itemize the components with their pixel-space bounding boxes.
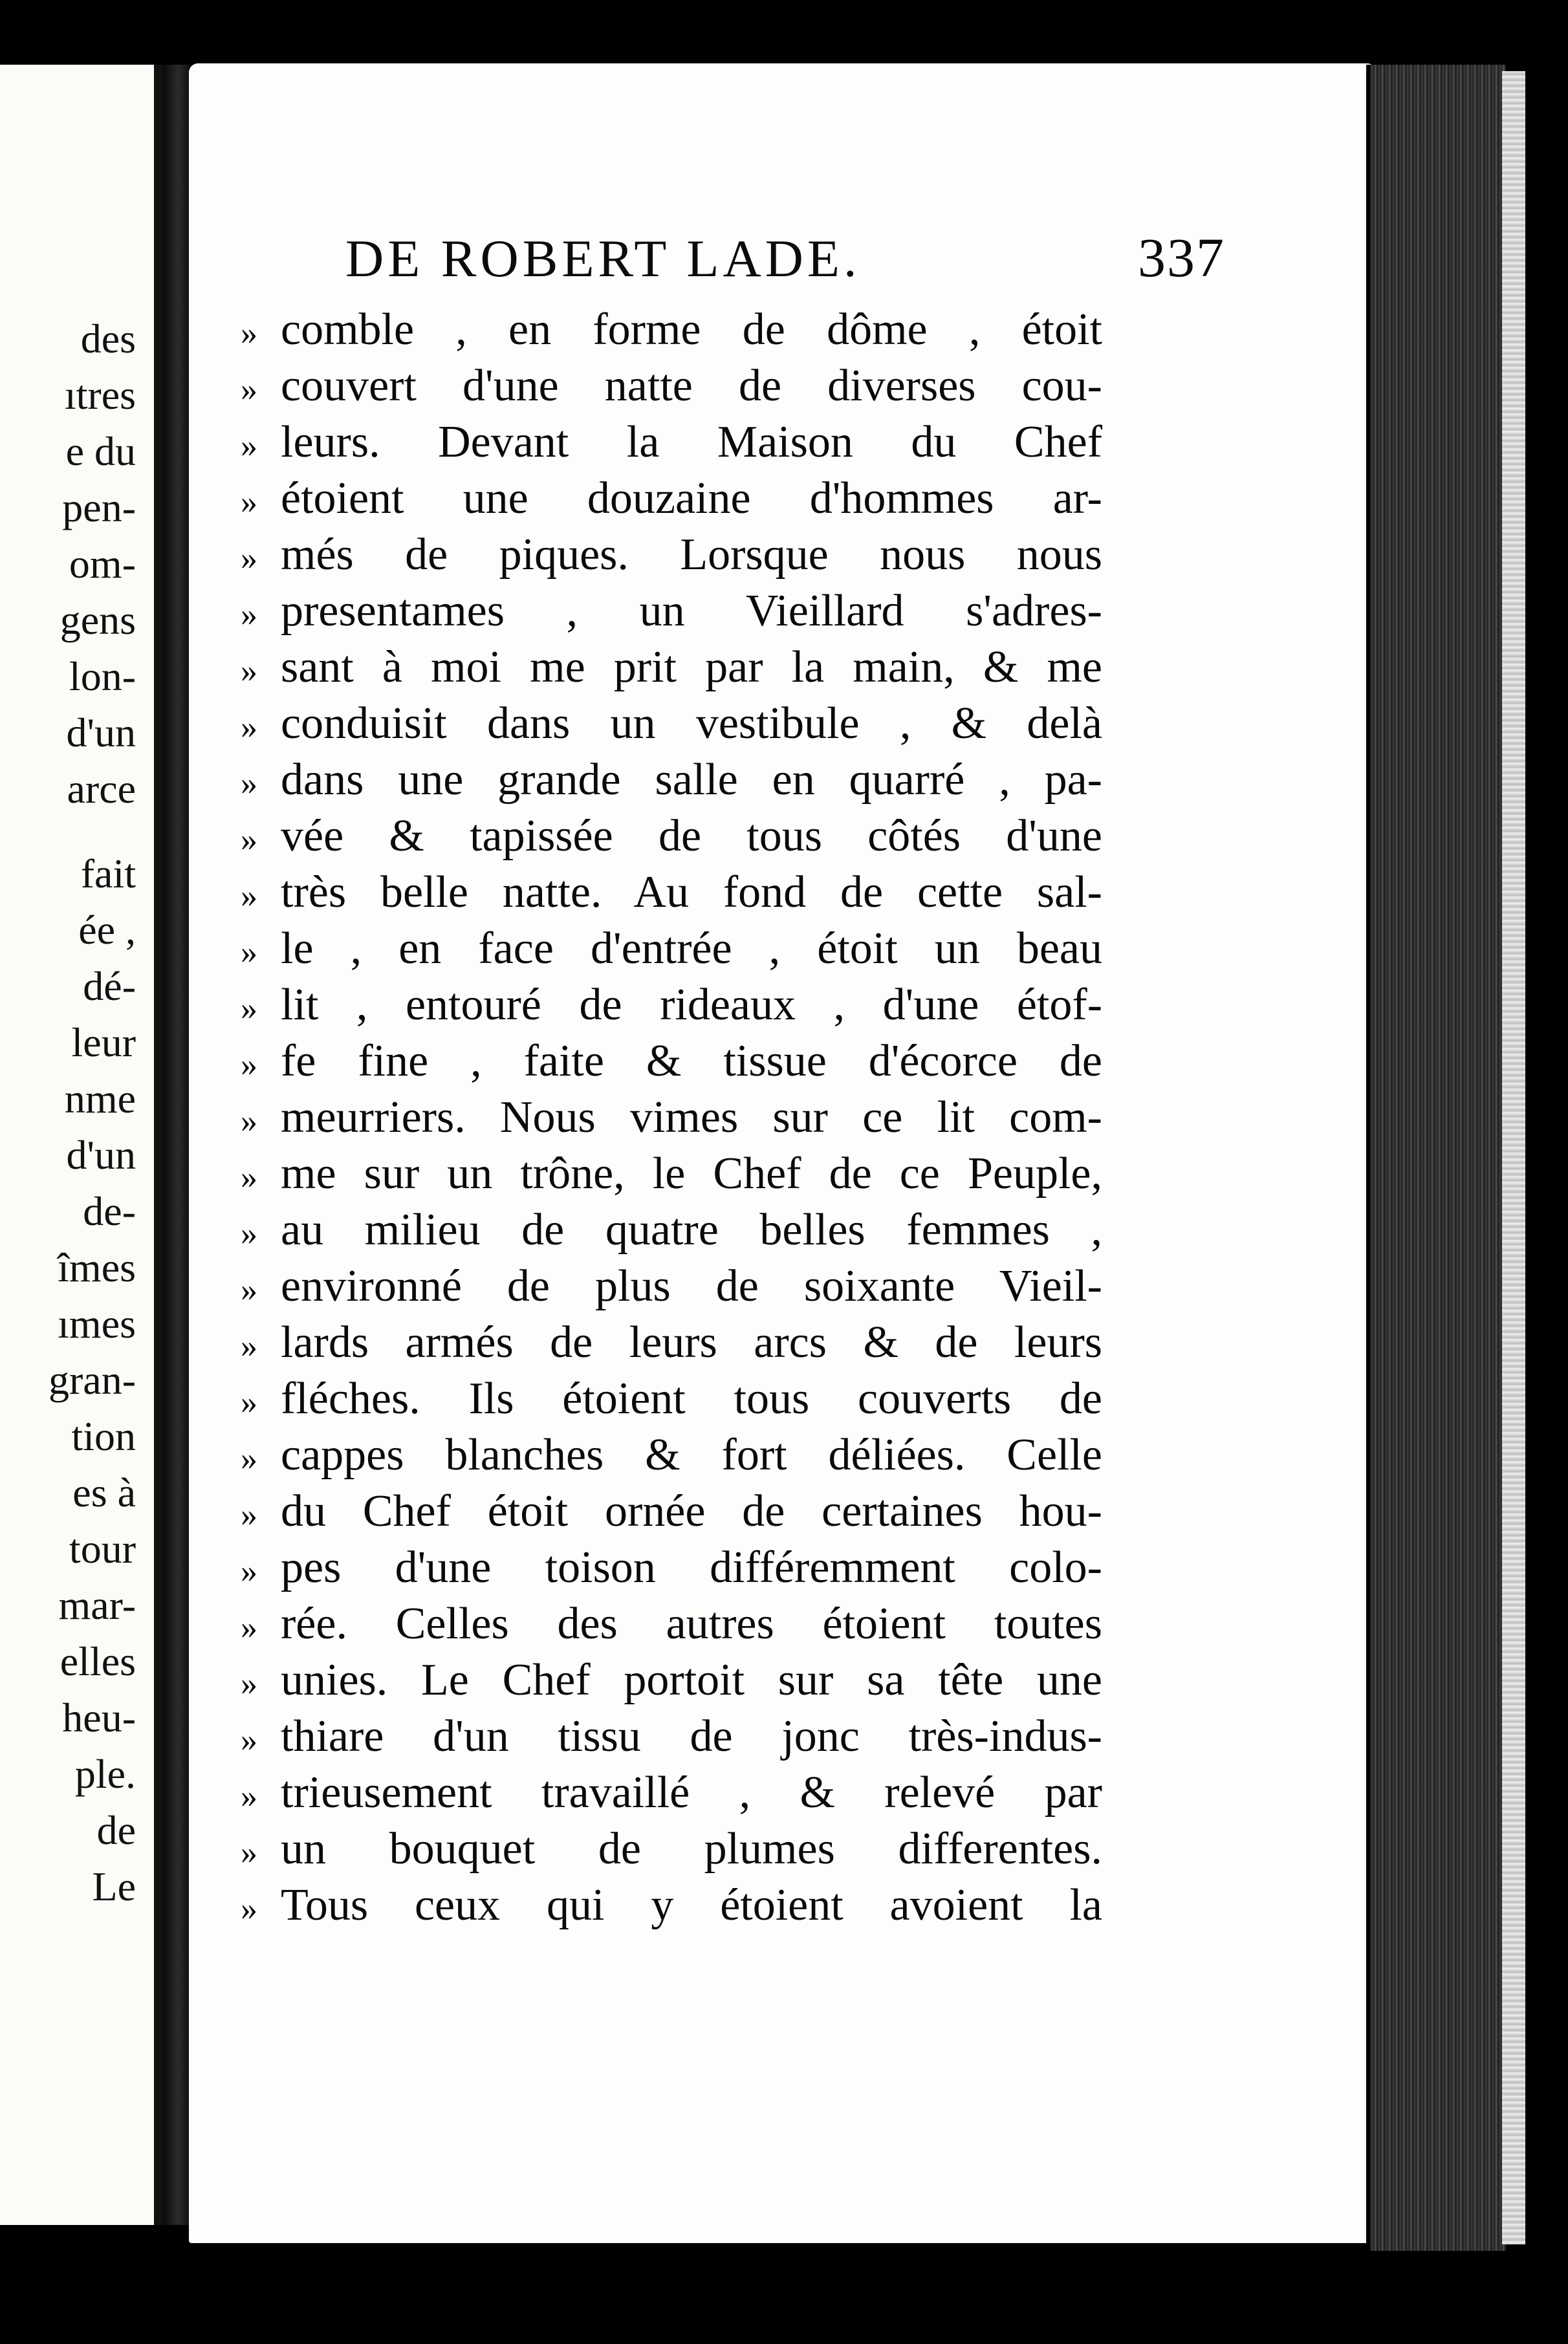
quotation-mark: »	[241, 1497, 257, 1534]
text-line	[241, 1539, 1276, 1596]
quotation-mark: »	[241, 1328, 257, 1365]
text-line	[241, 1821, 1276, 1877]
quotation-mark: »	[241, 1666, 257, 1702]
text-line-content: més de piques. Lorsque nous nous	[281, 530, 1102, 580]
left-page-fragment: dé-	[83, 963, 136, 1009]
page-edge-strip	[1502, 71, 1525, 2244]
text-line	[241, 808, 1276, 864]
running-head	[345, 225, 1225, 290]
quotation-mark: »	[241, 653, 257, 689]
page-number: 337	[1138, 226, 1225, 288]
right-page	[189, 63, 1374, 2243]
left-page-fragment: gens	[60, 597, 136, 643]
quotation-mark: »	[241, 1609, 257, 1646]
text-line-content: lards armés de leurs arcs & de leurs	[281, 1318, 1102, 1367]
text-line	[241, 583, 1276, 639]
quotation-mark: »	[241, 1553, 257, 1590]
quotation-mark: »	[241, 1778, 257, 1815]
left-page-fragment: îmes	[58, 1244, 136, 1290]
quotation-mark: »	[241, 1440, 257, 1477]
text-line-content: presentames , un Vieillard s'adres-	[281, 586, 1102, 636]
page-fore-edge	[1366, 65, 1506, 2251]
text-line	[241, 1202, 1276, 1258]
text-line-content: au milieu de quatre belles femmes ,	[281, 1205, 1102, 1255]
left-page-fragment: mar-	[58, 1582, 136, 1628]
left-page-fragment: ıtres	[64, 372, 136, 418]
left-page-fragment: e du	[65, 428, 136, 474]
text-line	[241, 752, 1276, 808]
left-page-fragment: arce	[67, 766, 136, 812]
left-page-fragment: elles	[60, 1638, 136, 1684]
quotation-mark: »	[241, 709, 257, 746]
text-line	[241, 920, 1276, 977]
text-line-content: unies. Le Chef portoit sur sa tête une	[281, 1655, 1102, 1705]
left-page-fragment: leur	[71, 1019, 136, 1065]
text-line-content: conduisit dans un vestibule , & delà	[281, 699, 1102, 748]
text-line-content: leurs. Devant la Maison du Chef	[281, 417, 1102, 467]
text-line	[241, 639, 1276, 695]
quotation-mark: »	[241, 1159, 257, 1196]
left-page-fragment: d'un	[66, 710, 136, 755]
left-page-fragment: lon-	[69, 653, 136, 699]
text-line	[241, 695, 1276, 752]
text-line	[241, 1258, 1276, 1314]
text-line	[241, 1596, 1276, 1652]
quotation-mark: »	[241, 1215, 257, 1252]
text-line-content: rée. Celles des autres étoient toutes	[281, 1599, 1102, 1649]
text-line-content: couvert d'une natte de diverses cou-	[281, 361, 1102, 411]
left-page-fragment: ımes	[58, 1301, 136, 1347]
quotation-mark: »	[241, 1722, 257, 1759]
text-line-content: très belle natte. Au fond de cette sal-	[281, 867, 1102, 917]
quotation-mark: »	[241, 315, 257, 352]
running-head-title: DE ROBERT LADE.	[345, 229, 861, 288]
text-line	[241, 1314, 1276, 1371]
left-page-fragment: ée ,	[78, 907, 136, 953]
left-page-fragment: de	[96, 1807, 136, 1853]
quotation-mark: »	[241, 990, 257, 1027]
left-page-fragment: heu-	[62, 1695, 136, 1741]
left-page-fragment: fait	[80, 851, 136, 896]
quotation-mark: »	[241, 596, 257, 633]
text-line-content: un bouquet de plumes differentes.	[281, 1824, 1102, 1874]
text-line	[241, 1371, 1276, 1427]
text-line	[241, 414, 1276, 470]
text-line-content: comble , en forme de dôme , étoit	[281, 305, 1102, 354]
text-line-content: dans une grande salle en quarré , pa-	[281, 755, 1102, 805]
text-line-content: pes d'une toison différemment colo-	[281, 1543, 1102, 1592]
text-line-content: thiare d'un tissu de jonc très-indus-	[281, 1711, 1102, 1761]
text-line-content: lit , entouré de rideaux , d'une étof-	[281, 980, 1102, 1030]
quotation-mark: »	[241, 540, 257, 577]
text-line-content: étoient une douzaine d'hommes ar-	[281, 473, 1102, 523]
text-line	[241, 1708, 1276, 1764]
text-line	[241, 470, 1276, 526]
quotation-mark: »	[241, 765, 257, 802]
text-line-content: fe fine , faite & tissue d'écorce de	[281, 1036, 1102, 1086]
text-line	[241, 526, 1276, 583]
text-line-content: me sur un trône, le Chef de ce Peuple,	[281, 1149, 1102, 1199]
quotation-mark: »	[241, 1103, 257, 1140]
text-line	[241, 1877, 1276, 1933]
quotation-mark: »	[241, 371, 257, 408]
quotation-mark: »	[241, 484, 257, 521]
text-line-content: vée & tapissée de tous côtés d'une	[281, 811, 1102, 861]
left-page-fragment: tion	[71, 1413, 136, 1459]
text-line-content: le , en face d'entrée , étoit un beau	[281, 924, 1102, 973]
quotation-mark: »	[241, 1384, 257, 1421]
text-line	[241, 977, 1276, 1033]
left-page-fragment: d'un	[66, 1132, 136, 1178]
text-line	[241, 1033, 1276, 1089]
text-line-content: environné de plus de soixante Vieil-	[281, 1261, 1102, 1311]
text-line-content: sant à moi me prit par la main, & me	[281, 642, 1102, 692]
text-line	[241, 1764, 1276, 1821]
book-gutter	[163, 65, 189, 2225]
text-line-content: cappes blanches & fort déliées. Celle	[281, 1430, 1102, 1480]
left-page-fragment: des	[80, 316, 136, 362]
text-line	[241, 1145, 1276, 1202]
left-page-line-ends	[49, 310, 136, 1915]
text-line	[241, 301, 1276, 358]
left-page-fragment: nme	[64, 1076, 136, 1122]
quotation-mark: »	[241, 1047, 257, 1083]
left-page-fragment: pen-	[62, 484, 136, 530]
left-page-fragment: tour	[69, 1526, 136, 1572]
text-line	[241, 864, 1276, 920]
text-line	[241, 1089, 1276, 1145]
quotation-mark: »	[241, 934, 257, 971]
text-line-content: trieusement travaillé , & relevé par	[281, 1768, 1102, 1818]
body-text	[241, 301, 1276, 1933]
text-line-content: meurriers. Nous vimes sur ce lit com-	[281, 1092, 1102, 1142]
quotation-mark: »	[241, 1834, 257, 1871]
text-line	[241, 1427, 1276, 1483]
quotation-mark: »	[241, 821, 257, 858]
left-page-fragment: om-	[69, 541, 136, 587]
text-line	[241, 1483, 1276, 1539]
text-line-content: Tous ceux qui y étoient avoient la	[281, 1880, 1102, 1930]
left-page-fragment: ple.	[74, 1751, 136, 1797]
left-page-fragment: Le	[92, 1863, 136, 1909]
quotation-mark: »	[241, 878, 257, 915]
text-line-content: du Chef étoit ornée de certaines hou-	[281, 1486, 1102, 1536]
left-page-fragment: es à	[72, 1470, 136, 1515]
left-page-fragment: de-	[83, 1188, 136, 1234]
quotation-mark: »	[241, 1272, 257, 1308]
text-line-content: fléches. Ils étoient tous couverts de	[281, 1374, 1102, 1424]
quotation-mark: »	[241, 1891, 257, 1927]
text-line	[241, 1652, 1276, 1708]
left-page-fragment: gran-	[48, 1357, 136, 1403]
quotation-mark: »	[241, 428, 257, 464]
text-line	[241, 358, 1276, 414]
left-facing-page	[0, 65, 163, 2225]
